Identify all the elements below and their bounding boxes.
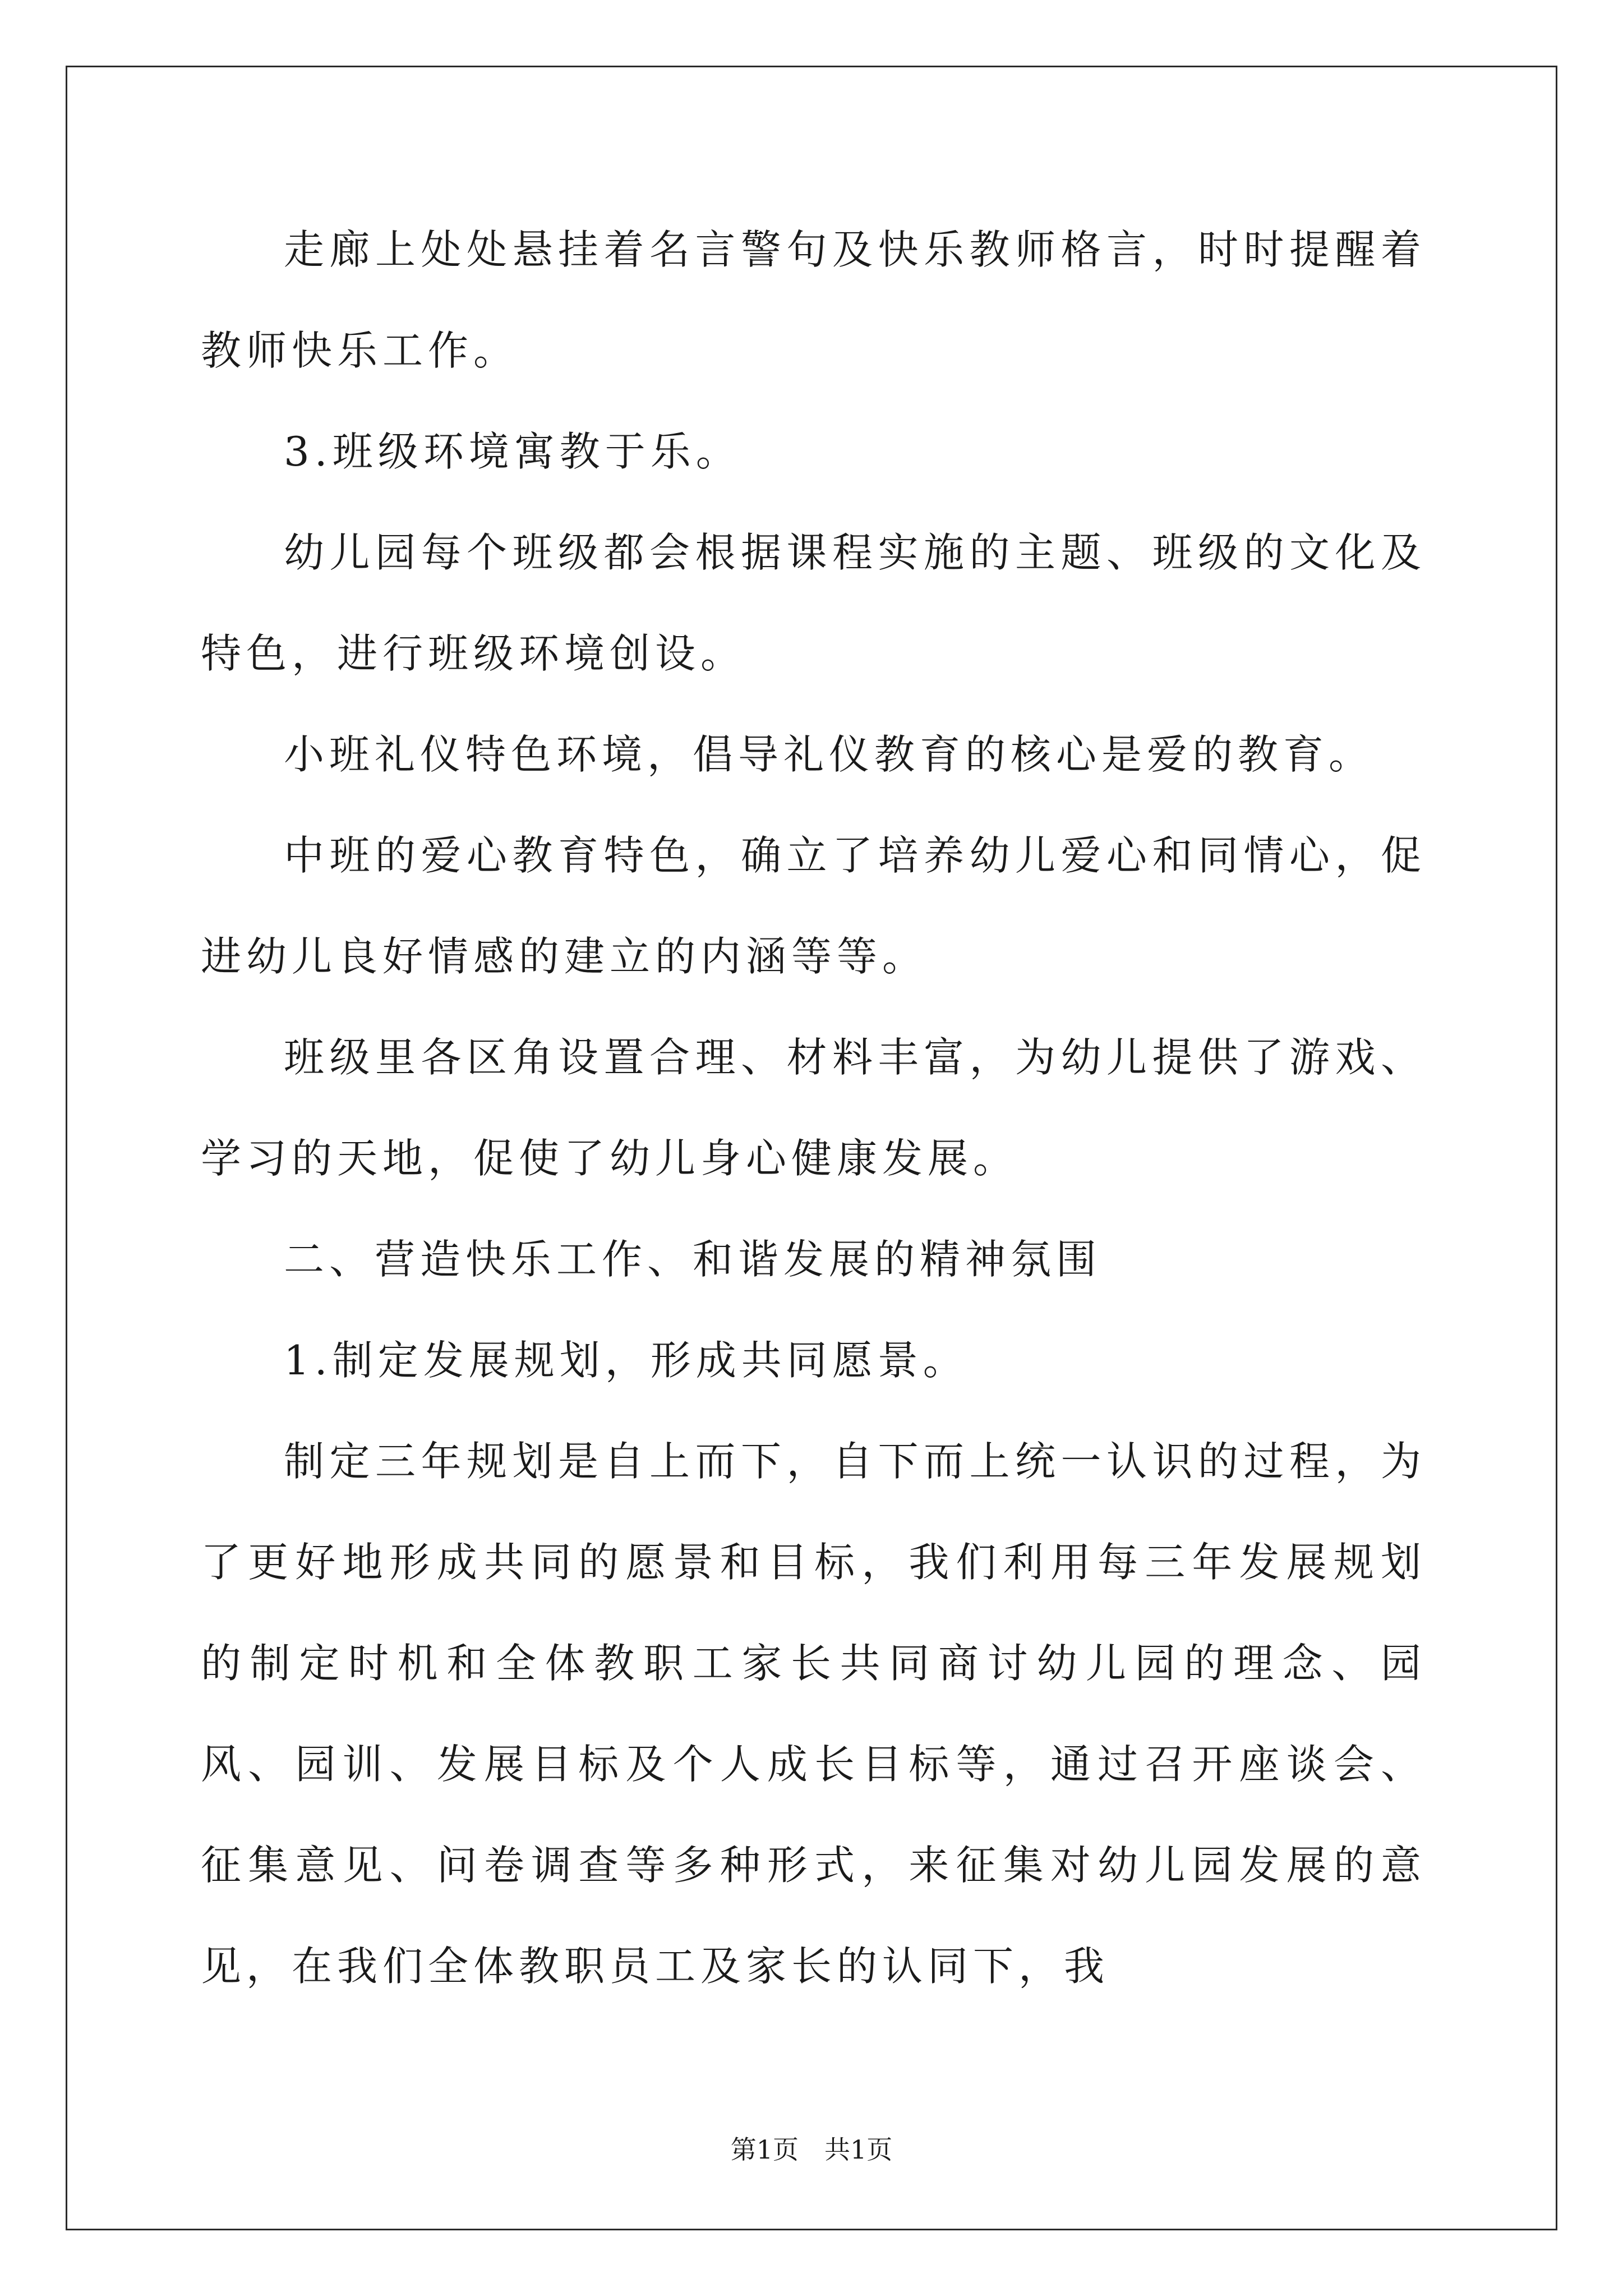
paragraph: 班级里各区角设置合理、材料丰富，为幼儿提供了游戏、学习的天地，促使了幼儿身心健康发展。 [201,1034,1426,1182]
section-heading: 二、营造快乐工作、和谐发展的精神氛围 [284,1236,1102,1283]
paragraph: 制定三年规划是自上而下，自下而上统一认识的过程，为了更好地形成共同的愿景和目标，我们利用每三年发展规划的制定时机和全体教职工家长共同商讨幼儿园的理念、园风、园训、发展目标及个人成长目标等，通过召开座谈会、征集意见、问卷调查等多种形式，来征集对幼儿园发展的意见，在我们全体教职员工及家长的认同下，我 [201,1438,1426,1990]
paragraph: 幼儿园每个班级都会根据课程实施的主题、班级的文化及特色，进行班级环境创设。 [201,529,1426,677]
page-number-current: 第1页 [730,2134,799,2165]
document-body [201,199,1426,2017]
paragraph: 走廊上处处悬挂着名言警句及快乐教师格言，时时提醒着教师快乐工作。 [201,226,1426,374]
section-heading: 3.班级环境寓教于乐。 [284,428,741,475]
paragraph: 中班的爱心教育特色，确立了培养幼儿爱心和同情心，促进幼儿良好情感的建立的内涵等等。 [201,832,1426,980]
section-heading: 1.制定发展规划，形成共同愿景。 [284,1337,969,1384]
page-number-total: 共1页 [824,2134,893,2165]
paragraph: 小班礼仪特色环境，倡导礼仪教育的核心是爱的教育。 [284,731,1375,778]
page-footer [0,2133,1623,2166]
